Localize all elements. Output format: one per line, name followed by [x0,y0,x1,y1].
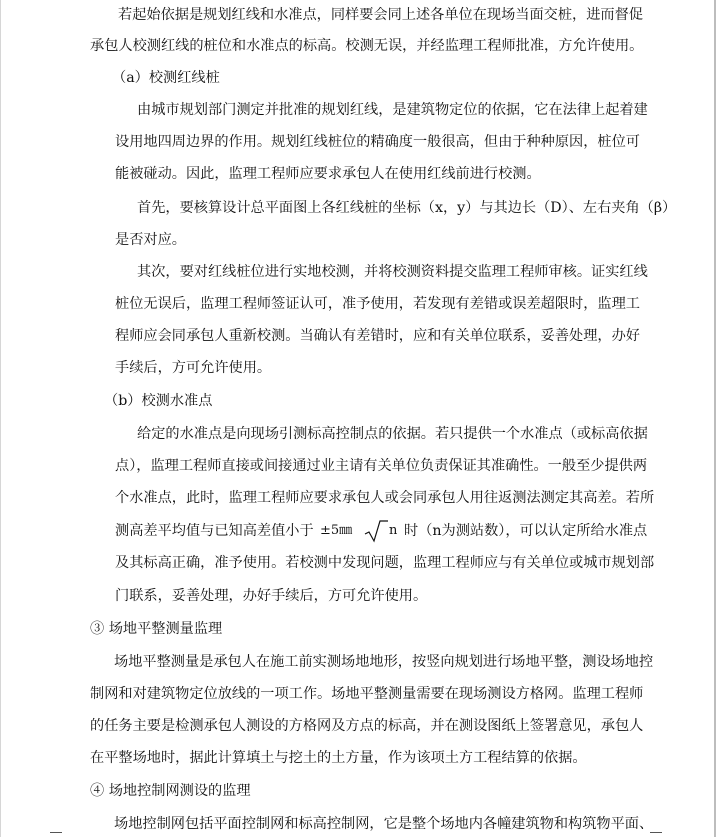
text-line-formula-before: 测高差平均值与已知高差值小于 [115,523,314,539]
text-line: 点），监理工程师直接或间接通过业主请有关单位负责保证其准确性。一般至少提供两 [115,458,648,474]
text-line: 给定的水准点是向现场引测标高控制点的依据。若只提供一个水准点（或标高依据 [137,426,648,442]
subheading-a: （a）校测红线桩 [112,70,220,86]
text-line: 桩位无误后，监理工程师签证认可，准予使用，若发现有差错或误差超限时，监理工 [115,296,640,312]
formula [320,521,402,543]
text-line: 手续后，方可允许使用。 [115,360,272,376]
subheading-b: （b）校测水准点 [104,393,213,409]
text-line: 个水准点，此时，监理工程师应要求承包人或会同承包人用往返测法测定其高差。若所 [115,490,655,506]
section-heading-4: ④ 场地控制网测设的监理 [90,783,251,799]
formula-variable: n [389,523,398,538]
text-line: 制网和对建筑物定位放线的一项工作。场地平整测量需要在现场测设方格网。监理工程师 [90,686,644,702]
formula-coefficient: ±5㎜ [320,523,353,538]
text-line: 程师应会同承包人重新校测。当确认有差错时，应和有关单位联系，妥善处理，办好 [115,328,640,344]
text-line: 及其标高正确，准予使用。若校测中发现问题，监理工程师应与有关单位或城市规划部 [115,555,655,571]
radical-sign-icon [364,519,388,543]
text-line: 若起始依据是规划红线和水准点，同样要会同上述各单位在现场当面交桩，进而督促 [118,7,643,23]
text-line: 场地控制网包括平面控制网和标高控制网，它是整个场地内各幢建筑物和构筑物平面、 [114,816,654,832]
text-line: 承包人校测红线的桩位和水准点的标高。校测无误，并经监理工程师批准，方允许使用。 [90,38,644,54]
text-line: 其次，要对红线桩位进行实地校测，并将校测资料提交监理工程师审核。证实红线 [137,264,648,280]
crop-mark [50,832,62,833]
text-line: 首先，要核算设计总平面图上各红线桩的坐标（x，y）与其边长（D）、左右夹角（β） [137,200,677,216]
text-line: 在平整场地时，据此计算填土与挖土的土方量，作为该项土方工程结算的依据。 [90,750,587,766]
section-heading-3: ③ 场地平整测量监理 [90,621,223,637]
text-line: 由城市规划部门测定并批准的规划红线，是建筑物定位的依据，它在法律上起着建 [137,102,648,118]
crop-mark [650,832,662,833]
text-line-formula-after: 时（n为测站数），可以认定所给水准点 [404,523,648,539]
text-line: 是否对应。 [115,232,186,248]
text-line: 设用地四周边界的作用。规划红线桩位的精确度一般很高，但由于种种原因，桩位可 [115,134,640,150]
text-line: 能被碰动。因此，监理工程师应要求承包人在使用红线前进行校测。 [115,166,541,182]
text-line: 场地平整测量是承包人在施工前实测场地地形，按竖向规划进行场地平整，测设场地控 [114,654,654,670]
page-left-edge [0,0,1,837]
text-line: 的任务主要是检测承包人测设的方格网及方点的标高，并在测设图纸上签署意见，承包人 [90,718,644,734]
text-line: 门联系，妥善处理，办好手续后，方可允许使用。 [115,588,428,604]
